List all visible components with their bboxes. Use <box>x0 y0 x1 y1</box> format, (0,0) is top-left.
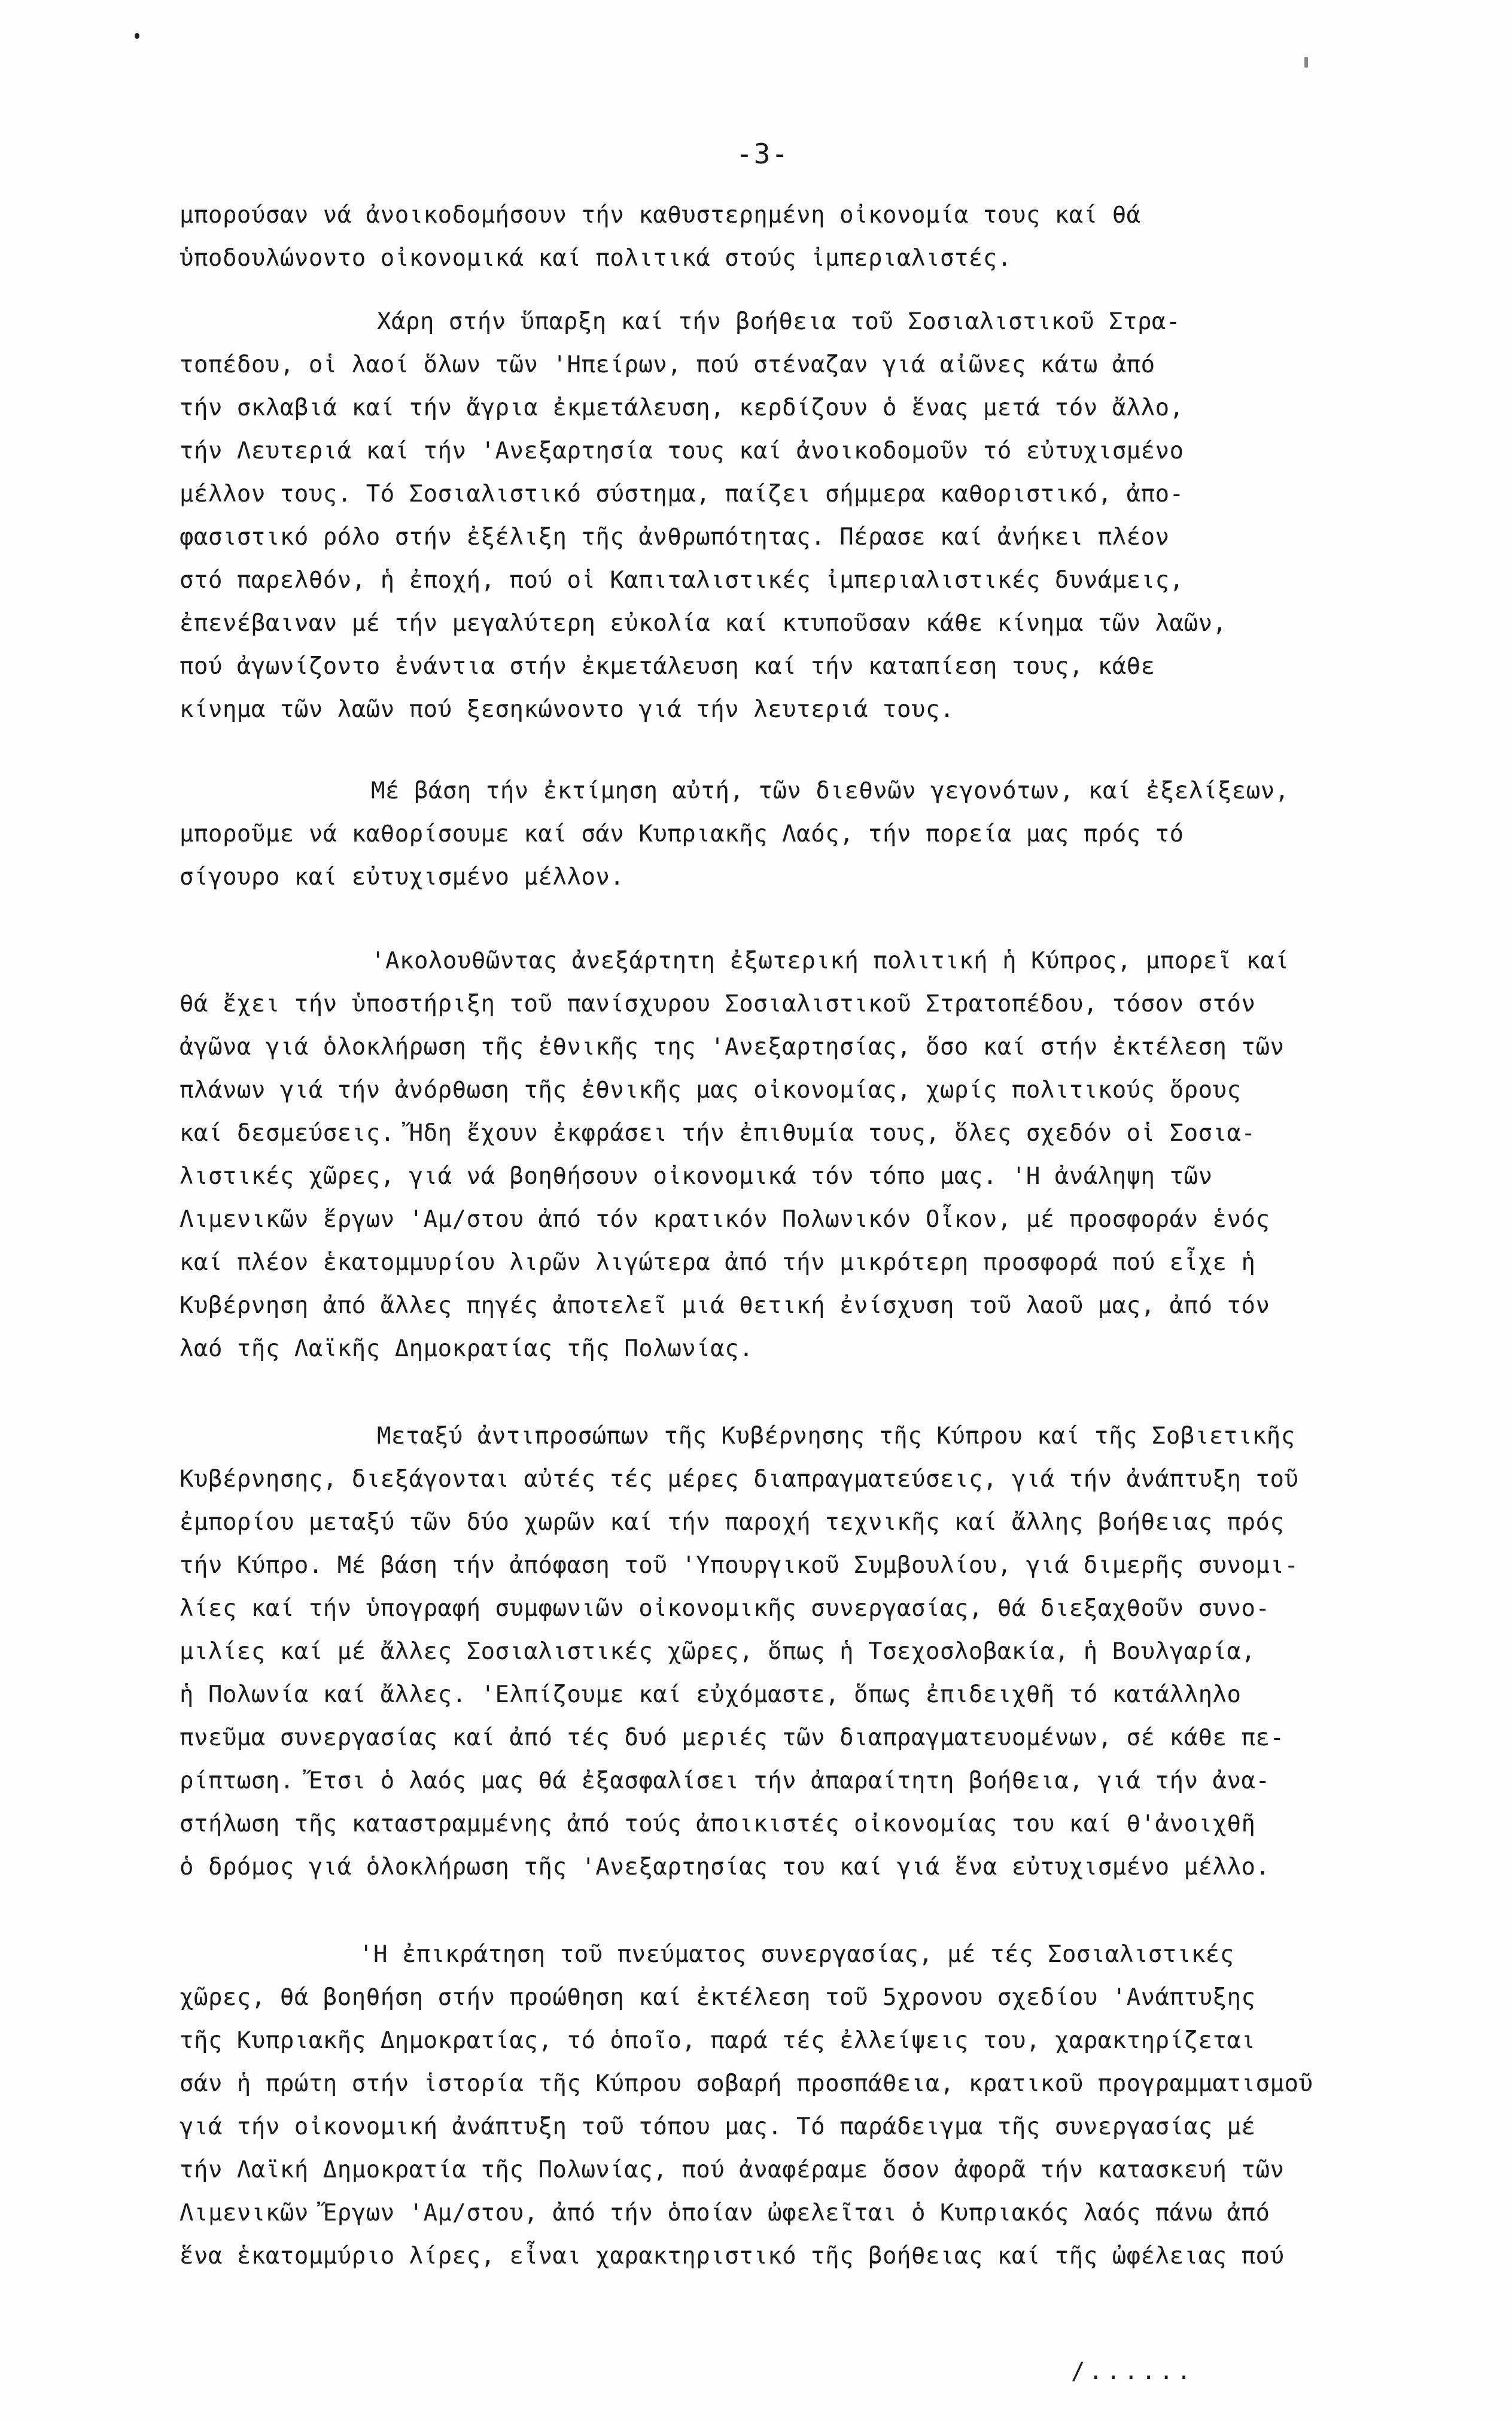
text-line: τήν Λαϊκή Δημοκρατία τῆς Πολωνίας, πού ἀναφέραμε ὅσον ἀφορᾶ τήν κατασκευή τῶν <box>180 2156 1285 2183</box>
text-line: Κυβέρνησης, διεξάγονται αὐτές τές μέρες διαπραγματεύσεις, γιά τήν ἀνάπτυξη τοῦ <box>180 1466 1299 1493</box>
text-line: καί πλέον ἑκατομμυρίου λιρῶν λιγώτερα ἀπό τήν μικρότερη προσφορά πού εἶχε ἡ <box>180 1249 1256 1276</box>
text-line: φασιστικό ρόλο στήν ἐξέλιξη τῆς ἀνθρωπότητας. Πέρασε καί ἀνήκει πλέον <box>180 524 1170 551</box>
text-line: τήν σκλαβιά καί τήν ἄγρια ἐκμετάλευση, κερδίζουν ὁ ἕνας μετά τόν ἄλλο, <box>180 394 1184 421</box>
text-line: πνεῦμα συνεργασίας καί ἀπό τές δυό μεριές τῶν διαπραγματευομένων, σέ κάθε πε- <box>180 1724 1285 1751</box>
text-line: γιά τήν οἰκονομική ἀνάπτυξη τοῦ τόπου μας. Τό παράδειγμα τῆς συνεργασίας μέ <box>180 2113 1256 2140</box>
text-line: μποροῦμε νά καθορίσουμε καί σάν Κυπριακῆς Λαός, τήν πορεία μας πρός τό <box>180 821 1184 847</box>
text-line: ἡ Πολωνία καί ἄλλες. 'Ελπίζουμε καί εὐχόμαστε, ὅπως ἐπιδειχθῆ τό κατάλληλο <box>180 1681 1242 1708</box>
text-line: τῆς Κυπριακῆς Δημοκρατίας, τό ὁποῖο, παρά τές ἐλλείψεις του, χαρακτηρίζεται <box>180 2027 1256 2054</box>
text-line: μιλίες καί μέ ἄλλες Σοσιαλιστικές χῶρες, ὅπως ἡ Τσεχοσλοβακία, ἡ Βουλγαρία, <box>180 1638 1256 1665</box>
text-line: ἕνα ἑκατομμύριο λίρες, εἶναι χαρακτηριστικό τῆς βοήθειας καί τῆς ὠφέλειας πού <box>180 2243 1285 2270</box>
text-line: καί δεσμεύσεις. Ἤδη ἔχουν ἐκφράσει τήν ἐπιθυμία τους, ὅλες σχεδόν οἱ Σοσια- <box>180 1120 1256 1147</box>
text-line: λιστικές χῶρες, γιά νά βοηθήσουν οἰκονομικά τόν τόπο μας. 'Η ἀνάληψη τῶν <box>180 1163 1213 1190</box>
scan-speck <box>135 33 139 39</box>
text-line: ἐμπορίου μεταξύ τῶν δύο χωρῶν καί τήν παροχή τεχνικῆς καί ἄλλης βοήθειας πρός <box>180 1509 1285 1536</box>
text-line: στό παρελθόν, ἡ ἐποχή, πού οἱ Καπιταλιστικές ἰμπεριαλιστικές δυνάμεις, <box>180 567 1184 594</box>
text-line: χῶρες, θά βοηθήση στήν προώθηση καί ἐκτέλεση τοῦ 5χρονου σχεδίου 'Ανάπτυξης <box>180 1984 1256 2011</box>
scan-speck <box>1304 57 1308 68</box>
text-line: ρίπτωση. Ἔτσι ὁ λαός μας θά ἐξασφαλίσει τήν ἀπαραίτητη βοήθεια, γιά τήν ἀνα- <box>180 1767 1270 1794</box>
text-line: λίες καί τήν ὑπογραφή συμφωνιῶν οἰκονομικῆς συνεργασίας, θά διεξαχθοῦν συνο- <box>180 1595 1270 1622</box>
text-line: τήν Κύπρο. Μέ βάση τήν ἀπόφαση τοῦ 'Υπουργικοῦ Συμβουλίου, γιά διμερῆς συνομι- <box>180 1552 1299 1579</box>
page-number: -3- <box>736 138 790 170</box>
paragraph-start: Χάρη στήν ὕπαρξη καί τήν βοήθεια τοῦ Σοσιαλιστικοῦ Στρα- <box>377 308 1181 335</box>
text-line: μέλλον τους. Τό Σοσιαλιστικό σύστημα, παίζει σήμμερα καθοριστικό, ἀπο- <box>180 481 1184 508</box>
text-line: πλάνων γιά τήν ἀνόρθωση τῆς ἐθνικῆς μας οἰκονομίας, χωρίς πολιτικούς ὅρους <box>180 1077 1242 1104</box>
text-line: τοπέδου, οἱ λαοί ὅλων τῶν 'Ηπείρων, πού στέναζαν γιά αἰῶνες κάτω ἀπό <box>180 351 1155 378</box>
text-line: Λιμενικῶν Ἔργων 'Αμ/στου, ἀπό τήν ὁποίαν ὠφελεῖται ὁ Κυπριακός λαός πάνω ἀπό <box>180 2200 1270 2226</box>
text-line: στήλωση τῆς καταστραμμένης ἀπό τούς ἀποικιστές οἰκονομίας του καί θ'ἀνοιχθῆ <box>180 1811 1256 1837</box>
text-line: ἀγῶνα γιά ὁλοκλήρωση τῆς ἐθνικῆς της 'Ανεξαρτησίας, ὅσο καί στήν ἐκτέλεση τῶν <box>180 1034 1285 1061</box>
text-line: Λιμενικῶν ἔργων 'Αμ/στου ἀπό τόν κρατικόν Πολωνικόν Οἶκον, μέ προσφοράν ἑνός <box>180 1206 1270 1233</box>
text-line: ἐπενέβαιναν μέ τήν μεγαλύτερη εὐκολία καί κτυποῦσαν κάθε κίνημα τῶν λαῶν, <box>180 610 1227 637</box>
text-line: πού ἀγωνίζοντο ἐνάντια στήν ἐκμετάλευση καί τήν καταπίεση τους, κάθε <box>180 653 1155 680</box>
paragraph-start: Μέ βάση τήν ἐκτίμηση αὐτή, τῶν διεθνῶν γεγονότων, καί ἐξελίξεων, <box>371 777 1289 804</box>
text-line: σάν ἡ πρώτη στήν ἱστορία τῆς Κύπρου σοβαρή προσπάθεια, κρατικοῦ προγραμματισμοῦ <box>180 2070 1313 2097</box>
text-line: ὑποδουλώνοντο οἰκονομικά καί πολιτικά στούς ἰμπεριαλιστές. <box>180 245 1012 272</box>
paragraph-start: 'Η ἐπικράτηση τοῦ πνεύματος συνεργασίας, μέ τές Σοσιαλιστικές <box>359 1941 1234 1968</box>
text-line: σίγουρο καί εὐτυχισμένο μέλλον. <box>180 864 625 891</box>
text-line: θά ἔχει τήν ὑποστήριξη τοῦ πανίσχυρου Σοσιαλιστικοῦ Στρατοπέδου, τόσον στόν <box>180 991 1256 1017</box>
paragraph-start: Μεταξύ ἀντιπροσώπων τῆς Κυβέρνησης τῆς Κύπρου καί τῆς Σοβιετικῆς <box>377 1423 1295 1450</box>
paragraph-start: 'Ακολουθῶντας ἀνεξάρτητη ἐξωτερική πολιτική ἡ Κύπρος, μπορεῖ καί <box>371 947 1289 974</box>
text-line: λαό τῆς Λαϊκῆς Δημοκρατίας τῆς Πολωνίας. <box>180 1335 754 1362</box>
text-line: Κυβέρνηση ἀπό ἄλλες πηγές ἀποτελεῖ μιά θετική ἐνίσχυση τοῦ λαοῦ μας, ἀπό τόν <box>180 1292 1270 1319</box>
text-line: ὁ δρόμος γιά ὁλοκλήρωση τῆς 'Ανεξαρτησίας του καί γιά ἕνα εὐτυχισμένο μέλλο. <box>180 1854 1270 1881</box>
continuation-mark: /...... <box>1071 2358 1195 2385</box>
text-line: μπορούσαν νά ἀνοικοδομήσουν τήν καθυστερημένη οἰκονομία τους καί θά <box>180 202 1141 229</box>
text-line: κίνημα τῶν λαῶν πού ξεσηκώνοντο γιά τήν λευτεριά τους. <box>180 696 954 723</box>
text-line: τήν Λευτεριά καί τήν 'Ανεξαρτησία τους καί ἀνοικοδομοῦν τό εὐτυχισμένο <box>180 438 1184 464</box>
